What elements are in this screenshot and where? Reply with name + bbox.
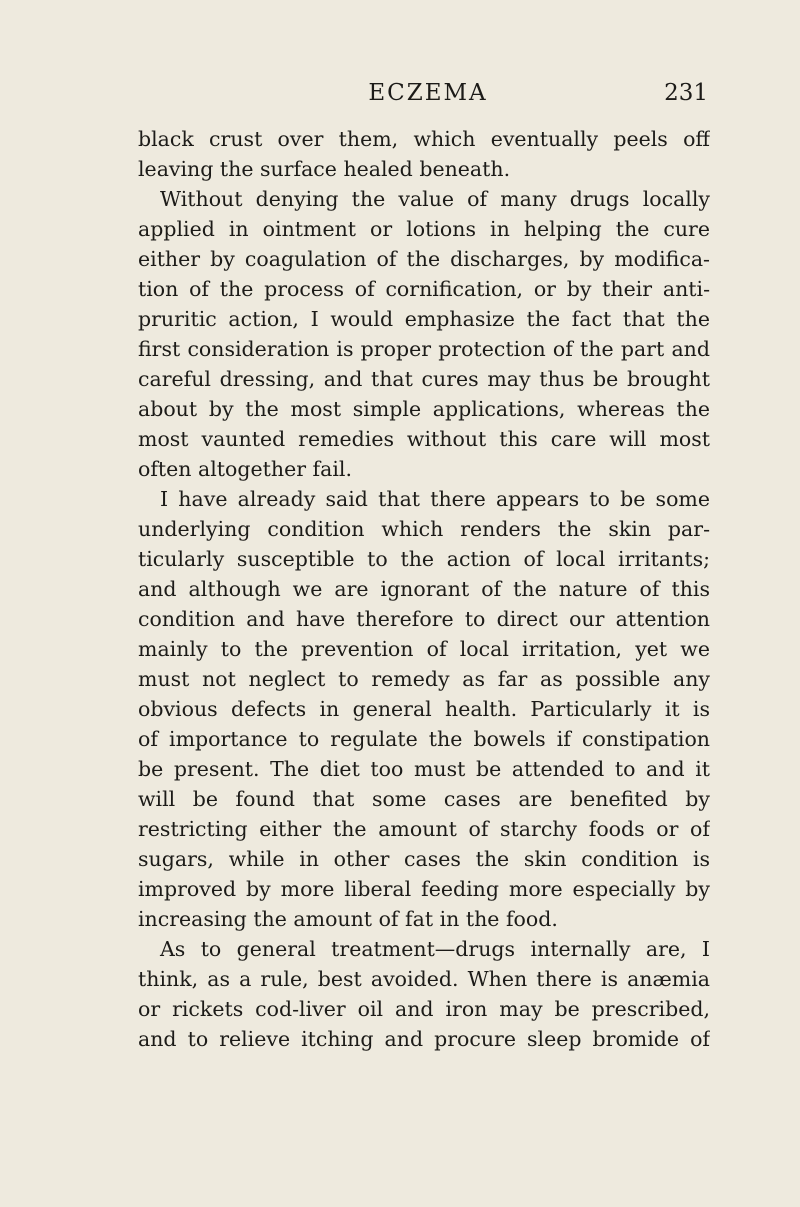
text-line: first consideration is proper protection of the part and: [138, 337, 710, 361]
text-line: and to relieve itching and procure sleep bromide of: [138, 1027, 710, 1051]
running-head: [148, 80, 708, 110]
text-line: often altogether fail.: [138, 457, 352, 481]
text-line: of importance to regulate the bowels if constipation: [138, 727, 710, 751]
text-line: or rickets cod-liver oil and iron may be prescribed,: [138, 997, 710, 1021]
text-line: either by coagulation of the discharges, by modifica-: [138, 247, 710, 271]
text-line: tion of the process of cornification, or by their anti-: [138, 277, 710, 301]
text-line: think, as a rule, best avoided. When there is anæmia: [138, 967, 710, 991]
text-line: about by the most simple applications, whereas the: [138, 397, 710, 421]
text-line: leaving the surface healed beneath.: [138, 157, 511, 181]
text-line: Without denying the value of many drugs locally: [160, 187, 710, 211]
text-line: and although we are ignorant of the nature of this: [138, 577, 710, 601]
text-line: restricting either the amount of starchy foods or of: [138, 817, 710, 841]
text-line: mainly to the prevention of local irritation, yet we: [138, 637, 710, 661]
running-title: ECZEMA: [368, 80, 488, 106]
body-text: [138, 124, 710, 1054]
text-line: obvious defects in general health. Particularly it is: [138, 697, 710, 721]
page-number: 231: [664, 80, 708, 106]
text-line: will be found that some cases are benefited by: [138, 787, 710, 811]
text-line: condition and have therefore to direct our attention: [138, 607, 710, 631]
text-line: improved by more liberal feeding more especially by: [138, 877, 710, 901]
text-line: most vaunted remedies without this care will most: [138, 427, 710, 451]
text-line: careful dressing, and that cures may thus be brought: [138, 367, 710, 391]
text-line: ticularly susceptible to the action of local irritants;: [138, 547, 710, 571]
text-line: must not neglect to remedy as far as possible any: [138, 667, 710, 691]
text-line: I have already said that there appears to be some: [160, 487, 710, 511]
text-line: As to general treatment—drugs internally are, I: [160, 937, 710, 961]
text-line: pruritic action, I would emphasize the fact that the: [138, 307, 710, 331]
text-line: underlying condition which renders the skin par-: [138, 517, 710, 541]
text-line: sugars, while in other cases the skin condition is: [138, 847, 710, 871]
text-line: increasing the amount of fat in the food.: [138, 907, 558, 931]
text-line: black crust over them, which eventually peels off: [138, 127, 710, 151]
text-line: be present. The diet too must be attended to and it: [138, 757, 710, 781]
text-line: applied in ointment or lotions in helping the cure: [138, 217, 710, 241]
